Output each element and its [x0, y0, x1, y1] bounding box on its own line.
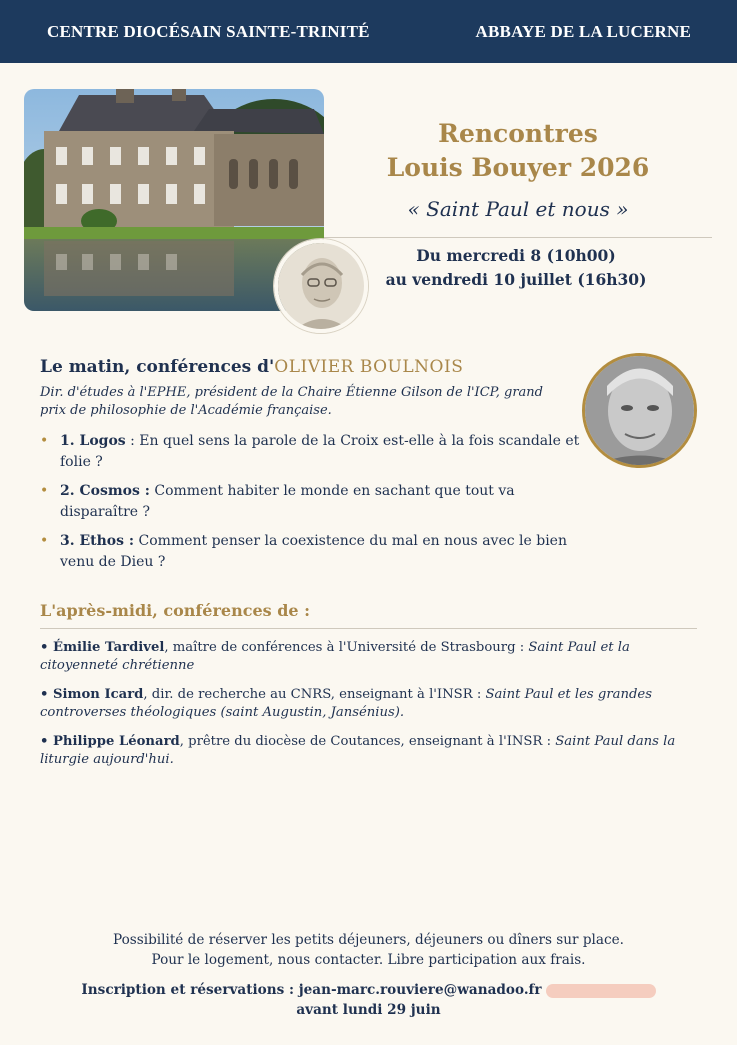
- afternoon-heading: L'après-midi, conférences de :: [40, 601, 311, 620]
- redacted-phone: [546, 984, 656, 998]
- speaker-name: • Philippe Léonard: [40, 734, 180, 749]
- talk-label: 3. Ethos :: [60, 533, 135, 549]
- talk-label: 2. Cosmos :: [60, 483, 150, 499]
- olivier-boulnois-portrait: [582, 353, 697, 468]
- afternoon-divider: [40, 628, 697, 629]
- morning-heading-label: Le matin, conférences d': [40, 357, 275, 377]
- morning-talks-list: [40, 431, 585, 581]
- speaker-topic: Saint Paul et les grandes controverses théologiques (saint Augustin, Jansénius).: [40, 687, 653, 720]
- dates-line1: Du mercredi 8 (10h00): [416, 246, 616, 265]
- footer-lodging-note: Pour le logement, nous contacter. Libre participation aux frais.: [151, 952, 586, 968]
- title-divider: [324, 237, 712, 238]
- bullet-icon: •: [40, 533, 49, 549]
- morning-speaker-bio: Dir. d'études à l'EPHE, président de la Chaire Étienne Gilson de l'ICP, grand prix de philosophie de l'Académie française.: [40, 385, 543, 418]
- header-left-title: CENTRE DIOCÉSAIN SAINTE-TRINITÉ: [47, 21, 370, 41]
- talk-text: Comment habiter le monde en sachant que tout va disparaître ?: [60, 483, 515, 520]
- footer: [0, 930, 737, 1020]
- afternoon-speakers: [40, 639, 700, 780]
- event-title-line1: Rencontres: [438, 119, 598, 148]
- morning-heading: [40, 357, 463, 377]
- list-item: [40, 686, 700, 722]
- footer-deadline: avant lundi 29 juin: [296, 1002, 441, 1018]
- speaker-role: , prêtre du diocèse de Coutances, enseignant à l'INSR :: [179, 734, 556, 749]
- header-bar: [0, 0, 737, 63]
- list-item: [40, 481, 585, 523]
- louis-bouyer-portrait: [274, 239, 368, 333]
- bullet-icon: •: [40, 433, 49, 449]
- footer-contact: [0, 980, 737, 1000]
- morning-speaker-name: OLIVIER BOULNOIS: [274, 357, 464, 377]
- dates-line2: au vendredi 10 juillet (16h30): [385, 270, 647, 289]
- speaker-role: , maître de conférences à l'Université de Strasbourg :: [164, 640, 529, 655]
- speaker-name: • Émilie Tardivel: [40, 640, 165, 655]
- speaker-topic: Saint Paul dans la liturgie aujourd'hui.: [40, 734, 676, 767]
- speaker-name: • Simon Icard: [40, 687, 144, 702]
- footer-meals-note: Possibilité de réserver les petits déjeuners, déjeuners ou dîners sur place.: [113, 932, 624, 948]
- bullet-icon: •: [40, 483, 49, 499]
- talk-text: : En quel sens la parole de la Croix est-elle à la fois scandale et folie ?: [60, 433, 580, 470]
- list-item: [40, 733, 700, 769]
- list-item: [40, 639, 700, 675]
- list-item: [40, 531, 585, 573]
- talk-text: Comment penser la coexistence du mal en nous avec le bien venu de Dieu ?: [60, 533, 567, 570]
- list-item: [40, 431, 585, 473]
- contact-email-text[interactable]: Inscription et réservations : jean-marc.rouviere@wanadoo.fr: [81, 982, 542, 998]
- speaker-topic: Saint Paul et la citoyenneté chrétienne: [40, 640, 630, 673]
- event-dates: [366, 244, 666, 292]
- event-title-line2: Louis Bouyer 2026: [386, 153, 650, 182]
- speaker-role: , dir. de recherche au CNRS, enseignant à l'INSR :: [143, 687, 486, 702]
- header-right-title: ABBAYE DE LA LUCERNE: [475, 21, 691, 41]
- talk-label: 1. Logos: [60, 433, 126, 449]
- event-subtitle: « Saint Paul et nous »: [407, 197, 629, 221]
